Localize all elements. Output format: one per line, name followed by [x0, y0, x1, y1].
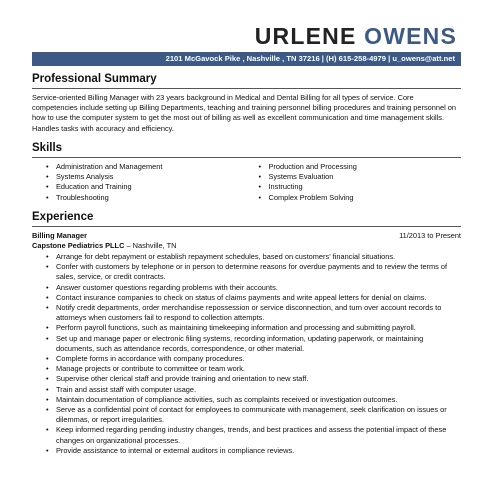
summary-text: Service-oriented Billing Manager with 23 years background in Medical and Dental Billing for all types of service. Core competencies include setting up Billing Departments, teaching and training personnel billing procedures and training personnel on how to use the computer system to get the most out of billing as well as excellent communication and time management skills. Handles tasks with accuracy and efficiency.	[32, 93, 456, 133]
duty-item: • Manage projects or contribute to committee or team work.	[46, 364, 461, 374]
last-name: OWENS	[364, 23, 457, 49]
job-dates: 11/2013 to Present	[399, 231, 461, 240]
summary-heading: Professional Summary	[32, 73, 461, 89]
skill-item: • Education and Training	[46, 182, 249, 192]
employer-line	[32, 241, 461, 251]
skills-heading: Skills	[32, 142, 461, 158]
duty-item: • Maintain documentation of compliance activities, such as complaints received or investigation outcomes.	[46, 395, 461, 405]
duty-item: • Supervise other clerical staff and provide training and orientation to new staff.	[46, 374, 461, 384]
duty-item: • Perform payroll functions, such as maintaining timekeeping information and processing and submitting payroll.	[46, 323, 461, 333]
job-header	[32, 231, 461, 241]
experience-heading: Experience	[32, 211, 461, 227]
skill-item: • Troubleshooting	[46, 193, 249, 203]
skill-item: • Administration and Management	[46, 162, 249, 172]
first-name: URLENE	[254, 23, 357, 49]
skills-section	[32, 142, 461, 203]
skills-list	[32, 162, 461, 203]
duty-item: • Provide assistance to internal or external auditors in compliance reviews.	[46, 446, 461, 456]
skill-item: • Complex Problem Solving	[259, 193, 462, 203]
job-title: Billing Manager	[32, 231, 88, 240]
duty-item: • Arrange for debt repayment or establish repayment schedules, based on customers' financial situations.	[46, 252, 461, 262]
skill-item: • Systems Evaluation	[259, 172, 462, 182]
experience-section	[32, 211, 461, 456]
duty-item: • Complete forms in accordance with company procedures.	[46, 354, 461, 364]
employer-location: – Nashville, TN	[124, 241, 177, 250]
duty-item: • Serve as a confidential point of contact for employees to communicate with management, seek clarification on issues or dilemmas, or report irregularities.	[46, 405, 461, 425]
duties-list	[32, 252, 461, 456]
skill-item: • Instructing	[259, 182, 462, 192]
duty-item: • Train and assist staff with computer usage.	[46, 385, 461, 395]
duty-item: • Notify credit departments, order merchandise repossession or service disconnection, and turn over account records to attorneys when customers fail to respond to collection attempts.	[46, 303, 461, 323]
contact-bar: 2101 McGavock Pike , Nashville , TN 37216 | (H) 615-258-4979 | u_owens@att.net	[32, 52, 461, 66]
duty-item: • Answer customer questions regarding problems with their accounts.	[46, 283, 461, 293]
skill-item: • Production and Processing	[259, 162, 462, 172]
summary-section	[32, 73, 461, 134]
duty-item: • Keep informed regarding pending industry changes, trends, and best practices and assess the potential impact of these changes on organizational processes.	[46, 425, 461, 445]
duty-item: • Confer with customers by telephone or in person to determine reasons for overdue payments and to review the terms of sales, service, or credit contracts.	[46, 262, 461, 282]
candidate-name	[255, 24, 457, 48]
duty-item: • Contact insurance companies to check on status of claims payments and write appeal letters for denial on claims.	[46, 293, 461, 303]
duty-item: • Set up and manage paper or electronic filing systems, recording information, updating paperwork, or maintaining documents, such as attendance records, correspondence, or other material.	[46, 334, 461, 354]
skill-item: • Systems Analysis	[46, 172, 249, 182]
employer-name: Capstone Pediatrics PLLC	[32, 241, 125, 250]
